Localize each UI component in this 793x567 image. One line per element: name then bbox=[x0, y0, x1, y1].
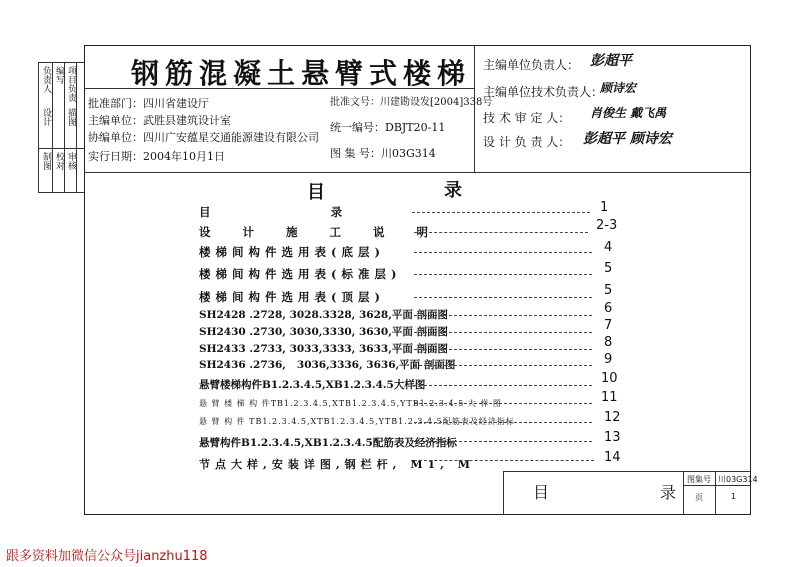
toc-leader bbox=[412, 212, 590, 213]
toc-leader bbox=[414, 403, 592, 404]
toc-entry-page: 4 bbox=[604, 240, 613, 255]
side-label: 制图 bbox=[41, 152, 51, 170]
side-strip-divider bbox=[38, 148, 84, 149]
toc-heading-left: 目 bbox=[307, 182, 325, 203]
toc-entry-text: 悬 臂 楼 梯 构 件TB1.2.3.4.5,XTB1.2.3.4.5,YTB1.2.3.4.5 大 样 图 bbox=[199, 399, 502, 408]
side-label: 校对 bbox=[54, 152, 64, 170]
toc-entry-page: 8 bbox=[604, 335, 613, 350]
toc-entry-text: 悬臂构件B1.2.3.4.5,XB1.2.3.4.5配筋表及经济指标 bbox=[199, 437, 457, 449]
toc-leader bbox=[414, 274, 592, 275]
signature: 肖俊生 戴飞禺 bbox=[590, 106, 667, 120]
side-label: 审核 bbox=[66, 152, 76, 170]
toc-entry-page: 5 bbox=[604, 283, 613, 298]
toc-entry-text: 悬 臂 构 件 TB1.2.3.4.5,XTB1.2.3.4.5,YTB1.2.3.4.5配筋表及经济指标 bbox=[199, 417, 515, 426]
toc-entry-page: 13 bbox=[604, 430, 621, 445]
toc-entry-text: SH2433 .2733, 3033,3333, 3633,平面 剖面图 bbox=[199, 343, 449, 355]
toc-entry-page: 7 bbox=[604, 318, 613, 333]
atlas-number: 图 集 号：川03G314 bbox=[330, 147, 436, 160]
responsible-label: 设 计 负 责 人： bbox=[483, 135, 571, 149]
responsible-label: 主编单位负责人： bbox=[483, 58, 580, 72]
header-divider bbox=[84, 172, 751, 173]
side-label: 描图 bbox=[66, 108, 76, 126]
title-block-divider bbox=[683, 485, 751, 486]
approval-department: 批准部门：四川省建设厅 bbox=[88, 97, 209, 110]
approval-document: 批准文号：川建勘设发[2004]338号 bbox=[330, 97, 493, 108]
side-strip-border bbox=[38, 62, 39, 192]
page-value: 1 bbox=[731, 492, 737, 501]
toc-leader bbox=[414, 297, 592, 298]
co-editor-unit: 协编单位：四川广安蕴星交通能源建设有限公司 bbox=[88, 131, 319, 144]
toc-leader bbox=[414, 422, 592, 423]
side-strip-divider bbox=[38, 192, 84, 193]
toc-entry-page: 11 bbox=[601, 390, 618, 405]
toc-leader bbox=[414, 252, 592, 253]
toc-entry-text: SH2430 .2730, 3030,3330, 3630,平面 剖面图 bbox=[199, 326, 449, 338]
side-strip-divider bbox=[52, 62, 53, 192]
title-block-border bbox=[503, 471, 751, 472]
toc-heading-right: 录 bbox=[444, 180, 462, 201]
toc-leader bbox=[414, 332, 592, 333]
toc-leader bbox=[414, 460, 594, 461]
side-label: 编写 bbox=[54, 66, 64, 84]
signature: 彭超平 顾诗宏 bbox=[583, 131, 672, 147]
side-strip-divider bbox=[38, 62, 84, 63]
toc-entry-text: 悬臂楼梯构件B1.2.3.4.5,XB1.2.3.4.5大样图 bbox=[199, 379, 426, 391]
responsible-label: 技 术 审 定 人： bbox=[483, 111, 571, 125]
toc-entry-page: 9 bbox=[604, 352, 613, 367]
toc-leader bbox=[414, 385, 592, 386]
title-block-divider bbox=[715, 471, 716, 515]
toc-entry-text: 目 录 bbox=[199, 205, 343, 219]
toc-leader bbox=[414, 315, 592, 316]
title-block-divider bbox=[683, 471, 684, 515]
responsible-label: 主编单位技术负责人： bbox=[483, 85, 604, 99]
signature: 顾诗宏 bbox=[600, 81, 637, 95]
toc-entry-page: 1 bbox=[600, 200, 609, 215]
toc-leader bbox=[414, 441, 592, 442]
title-block-name-right: 录 bbox=[660, 483, 677, 502]
toc-entry-page: 12 bbox=[604, 410, 621, 425]
toc-entry-text: 楼梯间构件选用表(顶层) bbox=[199, 290, 385, 304]
title-block-border bbox=[503, 471, 504, 515]
toc-entry-text: SH2436 .2736, 3036,3336, 3636,平面 剖面图 bbox=[199, 359, 456, 371]
atlas-number-label: 图集号 bbox=[687, 475, 711, 484]
toc-leader bbox=[414, 365, 592, 366]
toc-entry-page: 5 bbox=[604, 261, 613, 276]
toc-leader bbox=[414, 232, 588, 233]
toc-leader bbox=[414, 349, 592, 350]
side-strip-divider bbox=[64, 62, 65, 192]
toc-entry-page: 6 bbox=[604, 301, 613, 316]
chief-editor-unit: 主编单位：武胜县建筑设计室 bbox=[88, 114, 231, 127]
page-label: 页 bbox=[695, 493, 703, 502]
toc-entry-text: 楼梯间构件选用表(标准层) bbox=[199, 267, 402, 281]
atlas-number-value: 川03G314 bbox=[718, 475, 758, 484]
toc-entry-text: SH2428 .2728, 3028.3328, 3628,平面 剖面图 bbox=[199, 309, 449, 321]
title-block-name-left: 目 bbox=[533, 483, 550, 502]
toc-entry-page: 10 bbox=[601, 371, 618, 386]
side-label: 项目负责 bbox=[66, 66, 76, 102]
toc-entry-text: 设 计 施 工 说 明 bbox=[199, 225, 443, 239]
atlas-title: 钢筋混凝土悬臂式楼梯 bbox=[131, 57, 472, 90]
effective-date: 实行日期：2004年10月1日 bbox=[88, 150, 225, 163]
uniform-number: 统一编号：DBJT20-11 bbox=[330, 121, 446, 134]
toc-entry-page: 14 bbox=[604, 450, 621, 465]
toc-entry-text: 楼梯间构件选用表(底层) bbox=[199, 245, 385, 259]
side-strip-divider bbox=[76, 62, 77, 192]
toc-entry-page: 2-3 bbox=[596, 218, 618, 233]
footer-watermark-text: 跟多资料加微信公众号jianzhu118 bbox=[6, 549, 208, 564]
side-label: 设计 bbox=[41, 108, 51, 126]
signature: 彭超平 bbox=[590, 53, 632, 69]
toc-entry-text: 节点大样,安装详图,钢栏杆, M1, M bbox=[199, 458, 475, 471]
side-label: 负责人 bbox=[41, 66, 51, 93]
header-divider bbox=[474, 45, 475, 172]
